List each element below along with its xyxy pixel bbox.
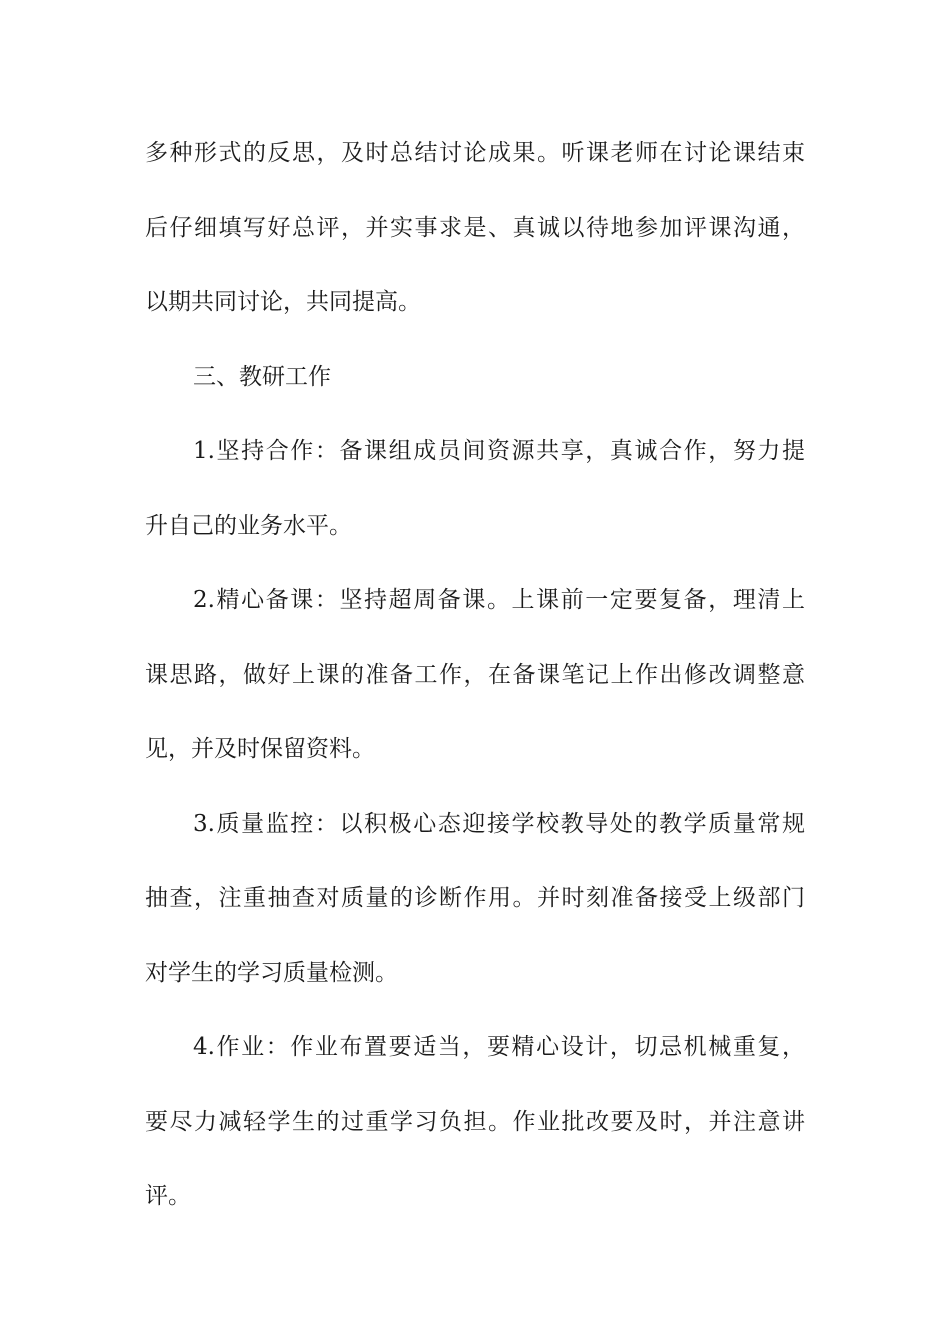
list-item-1-line: 升自己的业务水平。 (145, 512, 352, 539)
list-item-2-line: 课思路，做好上课的准备工作，在备课笔记上作出修改调整意 (145, 661, 805, 688)
text-line: 以期共同讨论，共同提高。 (145, 289, 421, 315)
section-heading: 三、教研工作 (193, 363, 331, 390)
body-text (145, 131, 805, 1249)
list-item-4-line: 要尽力减轻学生的过重学习负担。作业批改要及时，并注意讲 (145, 1108, 805, 1135)
list-item-3-line: 3.质量监控：以积极心态迎接学校教导处的教学质量常规 (193, 810, 805, 837)
list-item-1-line: 1.坚持合作：备课组成员间资源共享，真诚合作，努力提 (193, 438, 805, 464)
list-item-2-line: 见，并及时保留资料。 (145, 736, 375, 762)
list-item-3-line: 抽查，注重抽查对质量的诊断作用。并时刻准备接受上级部门 (145, 885, 805, 911)
list-item-4-line: 4.作业：作业布置要适当，要精心设计，切忌机械重复， (193, 1034, 805, 1060)
list-item-2-line: 2.精心备课：坚持超周备课。上课前一定要复备，理清上 (193, 587, 805, 613)
text-line: 多种形式的反思，及时总结讨论成果。听课老师在讨论课结束 (145, 140, 805, 166)
list-item-3-line: 对学生的学习质量检测。 (145, 959, 398, 986)
list-item-4-line: 评。 (145, 1183, 191, 1209)
text-line: 后仔细填写好总评，并实事求是、真诚以待地参加评课沟通， (145, 214, 805, 241)
